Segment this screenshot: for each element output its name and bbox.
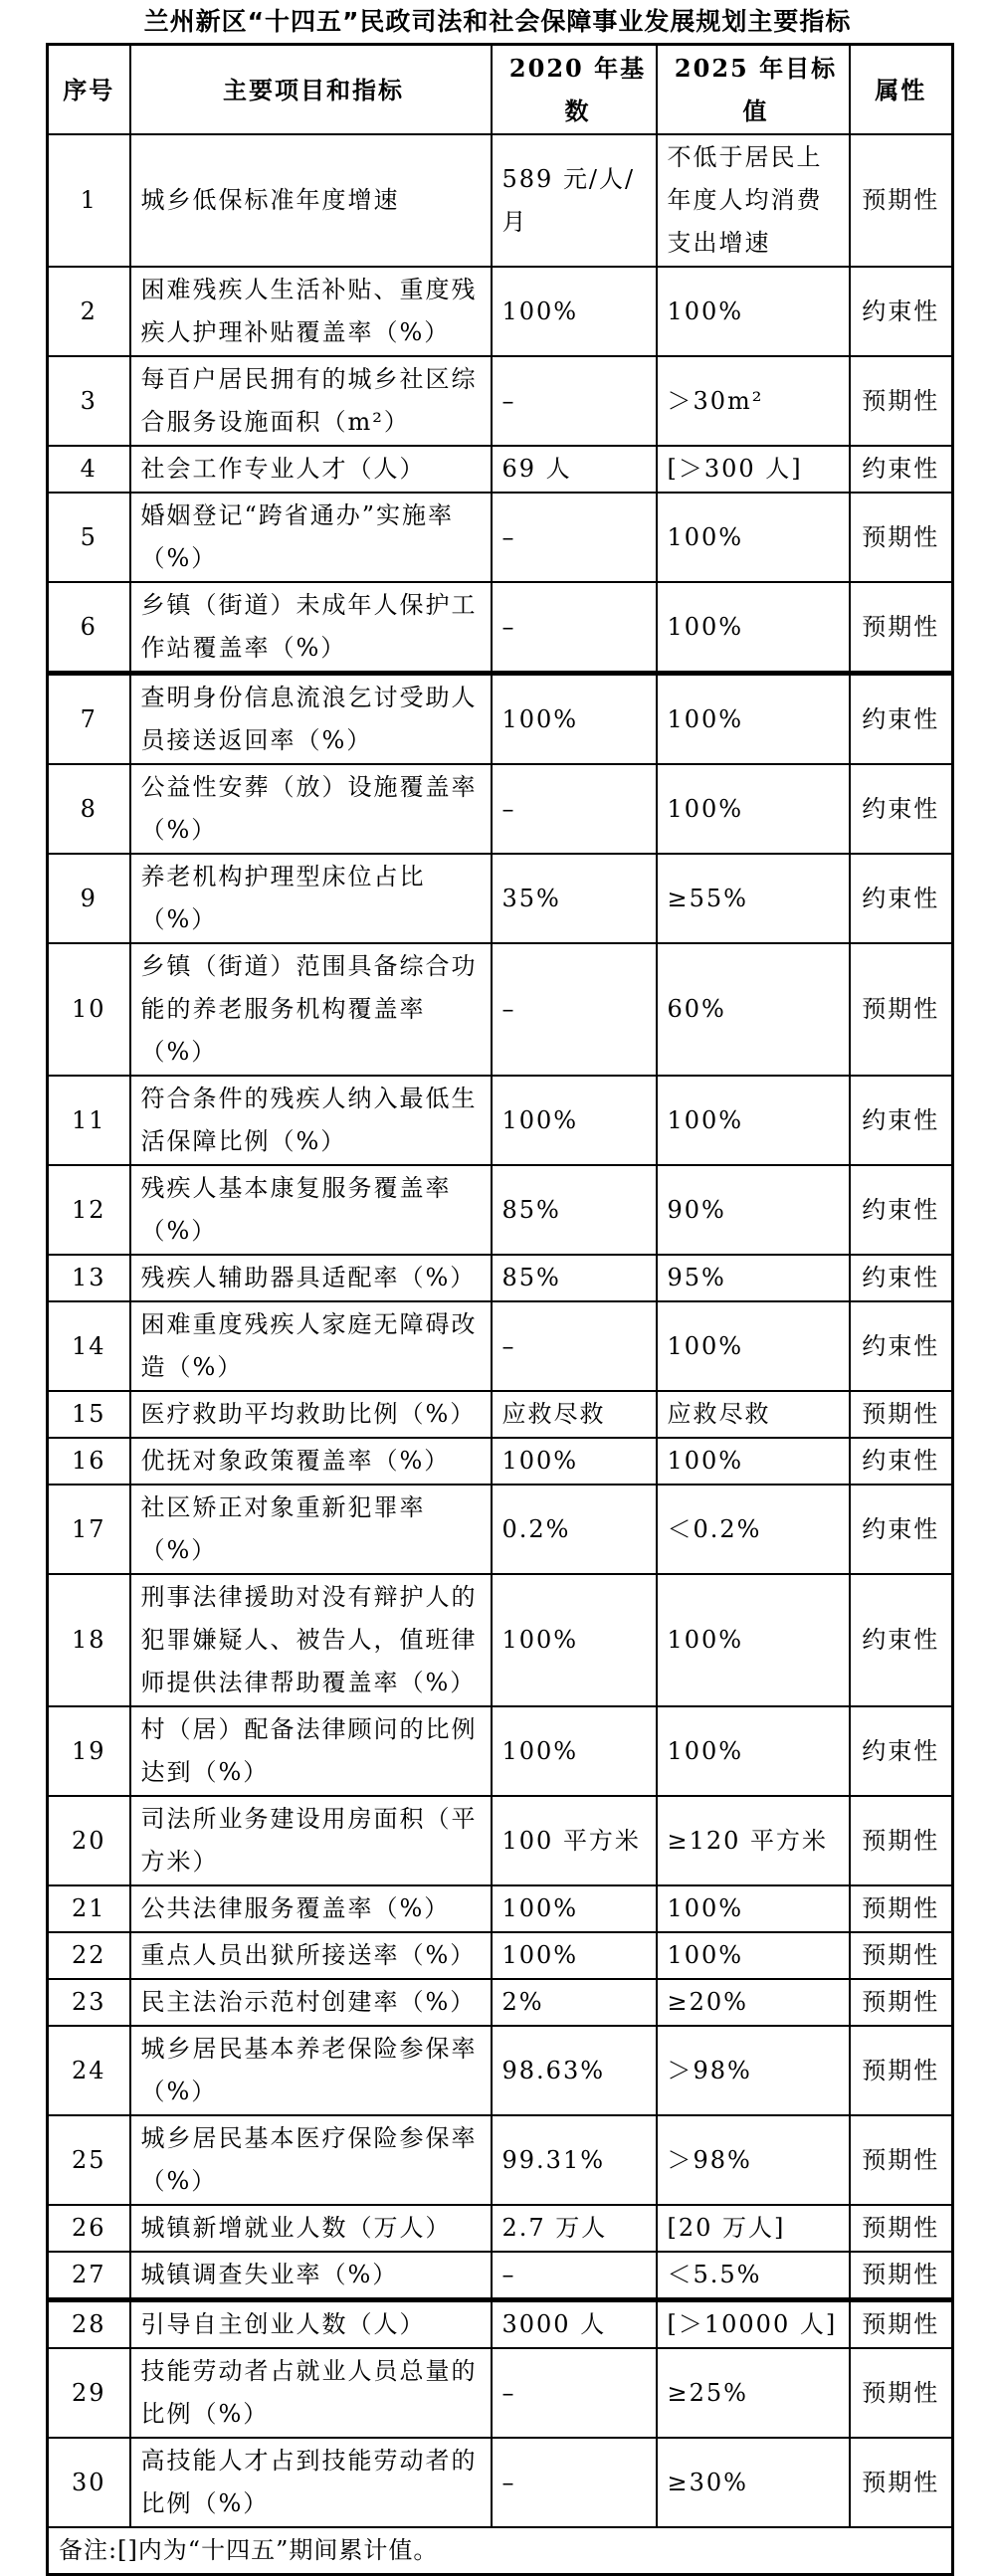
cell-target-2025: 95% (657, 1255, 850, 1301)
cell-attribute: 预期性 (850, 2205, 953, 2252)
cell-base-2020: – (492, 764, 657, 854)
page-title: 兰州新区“十四五”民政司法和社会保障事业发展规划主要指标 (143, 7, 852, 36)
table-row (48, 582, 953, 674)
cell-attribute: 约束性 (850, 674, 953, 765)
cell-base-2020: – (492, 582, 657, 674)
cell-attribute: 预期性 (850, 1885, 953, 1932)
cell-attribute: 约束性 (850, 1706, 953, 1796)
cell-target-2025: ＞30m² (657, 356, 850, 446)
cell-attribute: 预期性 (850, 1796, 953, 1885)
cell-base-2020: – (492, 943, 657, 1076)
cell-target-2025: 90% (657, 1165, 850, 1255)
cell-indicator: 村（居）配备法律顾问的比例达到（%） (130, 1706, 492, 1796)
cell-serial-number: 19 (48, 1706, 130, 1796)
cell-indicator: 乡镇（街道）未成年人保护工作站覆盖率（%） (130, 582, 492, 674)
cell-base-2020: – (492, 493, 657, 582)
cell-target-2025: 不低于居民上年度人均消费支出增速 (657, 134, 850, 267)
cell-target-2025: 100% (657, 1706, 850, 1796)
cell-indicator: 公共法律服务覆盖率（%） (130, 1885, 492, 1932)
table-row (48, 1485, 953, 1574)
table-row (48, 764, 953, 854)
cell-attribute: 约束性 (850, 1301, 953, 1391)
cell-indicator: 社会工作专业人才（人） (130, 446, 492, 493)
cell-attribute: 预期性 (850, 2115, 953, 2205)
cell-target-2025: 100% (657, 1301, 850, 1391)
cell-target-2025: ＞98% (657, 2115, 850, 2205)
cell-attribute: 预期性 (850, 1932, 953, 1979)
cell-indicator: 司法所业务建设用房面积（平方米） (130, 1796, 492, 1885)
cell-serial-number: 29 (48, 2348, 130, 2438)
cell-indicator: 婚姻登记“跨省通办”实施率（%） (130, 493, 492, 582)
cell-serial-number: 22 (48, 1932, 130, 1979)
cell-indicator: 城镇调查失业率（%） (130, 2252, 492, 2300)
cell-base-2020: 98.63% (492, 2026, 657, 2115)
cell-serial-number: 11 (48, 1076, 130, 1165)
table-row (48, 1932, 953, 1979)
cell-base-2020: 100% (492, 1932, 657, 1979)
cell-target-2025: ＜0.2% (657, 1485, 850, 1574)
cell-base-2020: 2.7 万人 (492, 2205, 657, 2252)
cell-indicator: 符合条件的残疾人纳入最低生活保障比例（%） (130, 1076, 492, 1165)
cell-base-2020: – (492, 2348, 657, 2438)
cell-base-2020: 100% (492, 1885, 657, 1932)
cell-target-2025: 100% (657, 1574, 850, 1706)
cell-target-2025: 100% (657, 493, 850, 582)
cell-indicator: 公益性安葬（放）设施覆盖率（%） (130, 764, 492, 854)
cell-serial-number: 13 (48, 1255, 130, 1301)
cell-serial-number: 6 (48, 582, 130, 674)
indicators-table (46, 43, 954, 2576)
cell-target-2025: ＞98% (657, 2026, 850, 2115)
cell-indicator: 困难重度残疾人家庭无障碍改造（%） (130, 1301, 492, 1391)
cell-serial-number: 12 (48, 1165, 130, 1255)
cell-serial-number: 25 (48, 2115, 130, 2205)
cell-target-2025: 100% (657, 267, 850, 356)
table-row (48, 1706, 953, 1796)
table-row (48, 493, 953, 582)
cell-base-2020: 100% (492, 1574, 657, 1706)
cell-indicator: 残疾人基本康复服务覆盖率（%） (130, 1165, 492, 1255)
cell-target-2025: ≥30% (657, 2438, 850, 2527)
cell-serial-number: 28 (48, 2300, 130, 2349)
table-row (48, 1165, 953, 1255)
cell-serial-number: 15 (48, 1391, 130, 1438)
cell-attribute: 约束性 (850, 1165, 953, 1255)
cell-indicator: 每百户居民拥有的城乡社区综合服务设施面积（m²） (130, 356, 492, 446)
cell-serial-number: 20 (48, 1796, 130, 1885)
table-row (48, 356, 953, 446)
cell-indicator: 城镇新增就业人数（万人） (130, 2205, 492, 2252)
cell-serial-number: 9 (48, 854, 130, 943)
cell-serial-number: 21 (48, 1885, 130, 1932)
cell-serial-number: 26 (48, 2205, 130, 2252)
cell-attribute: 约束性 (850, 764, 953, 854)
cell-indicator: 民主法治示范村创建率（%） (130, 1979, 492, 2026)
cell-base-2020: – (492, 2252, 657, 2300)
cell-target-2025: 60% (657, 943, 850, 1076)
table-row (48, 2300, 953, 2349)
cell-indicator: 困难残疾人生活补贴、重度残疾人护理补贴覆盖率（%） (130, 267, 492, 356)
cell-base-2020: 100 平方米 (492, 1796, 657, 1885)
cell-base-2020: 85% (492, 1165, 657, 1255)
cell-attribute: 预期性 (850, 356, 953, 446)
table-row (48, 2438, 953, 2527)
table-row (48, 267, 953, 356)
cell-target-2025: 100% (657, 1885, 850, 1932)
table-row (48, 1979, 953, 2026)
cell-base-2020: 2% (492, 1979, 657, 2026)
cell-serial-number: 1 (48, 134, 130, 267)
note-row (48, 2527, 953, 2575)
table-row (48, 854, 953, 943)
col-header-indicator: 主要项目和指标 (130, 45, 492, 135)
cell-serial-number: 17 (48, 1485, 130, 1574)
cell-attribute: 约束性 (850, 1485, 953, 1574)
cell-serial-number: 3 (48, 356, 130, 446)
cell-attribute: 预期性 (850, 2438, 953, 2527)
cell-attribute: 约束性 (850, 1438, 953, 1485)
cell-target-2025: [＞300 人] (657, 446, 850, 493)
cell-base-2020: 100% (492, 1076, 657, 1165)
cell-attribute: 约束性 (850, 446, 953, 493)
cell-attribute: 约束性 (850, 1076, 953, 1165)
cell-attribute: 约束性 (850, 1574, 953, 1706)
cell-base-2020: 100% (492, 1438, 657, 1485)
cell-base-2020: 3000 人 (492, 2300, 657, 2349)
cell-target-2025: ＜5.5% (657, 2252, 850, 2300)
cell-target-2025: [＞10000 人] (657, 2300, 850, 2349)
cell-base-2020: 99.31% (492, 2115, 657, 2205)
cell-indicator: 高技能人才占到技能劳动者的比例（%） (130, 2438, 492, 2527)
cell-indicator: 社区矫正对象重新犯罪率（%） (130, 1485, 492, 1574)
cell-target-2025: ≥20% (657, 1979, 850, 2026)
table-row (48, 1438, 953, 1485)
cell-indicator: 乡镇（街道）范围具备综合功能的养老服务机构覆盖率（%） (130, 943, 492, 1076)
cell-target-2025: 100% (657, 1438, 850, 1485)
cell-attribute: 约束性 (850, 854, 953, 943)
cell-indicator: 引导自主创业人数（人） (130, 2300, 492, 2349)
table-row (48, 2026, 953, 2115)
table-row (48, 2252, 953, 2300)
cell-attribute: 预期性 (850, 493, 953, 582)
cell-indicator: 养老机构护理型床位占比（%） (130, 854, 492, 943)
cell-serial-number: 27 (48, 2252, 130, 2300)
cell-attribute: 约束性 (850, 267, 953, 356)
table-row (48, 943, 953, 1076)
table-row (48, 2205, 953, 2252)
cell-target-2025: 100% (657, 1076, 850, 1165)
cell-indicator: 城乡低保标准年度增速 (130, 134, 492, 267)
cell-attribute: 预期性 (850, 1979, 953, 2026)
col-header-no: 序号 (48, 45, 130, 135)
table-body (48, 134, 953, 2527)
cell-indicator: 城乡居民基本养老保险参保率（%） (130, 2026, 492, 2115)
cell-target-2025: 100% (657, 764, 850, 854)
cell-indicator: 技能劳动者占就业人员总量的比例（%） (130, 2348, 492, 2438)
cell-attribute: 预期性 (850, 2300, 953, 2349)
cell-base-2020: 589 元/人/月 (492, 134, 657, 267)
cell-indicator: 重点人员出狱所接送率（%） (130, 1932, 492, 1979)
table-row (48, 1574, 953, 1706)
table-row (48, 134, 953, 267)
cell-target-2025: ≥120 平方米 (657, 1796, 850, 1885)
cell-attribute: 预期性 (850, 2026, 953, 2115)
table-row (48, 1255, 953, 1301)
cell-attribute: 预期性 (850, 2348, 953, 2438)
cell-attribute: 约束性 (850, 1255, 953, 1301)
cell-serial-number: 2 (48, 267, 130, 356)
cell-attribute: 预期性 (850, 134, 953, 267)
cell-serial-number: 23 (48, 1979, 130, 2026)
header-row (48, 45, 953, 135)
table-row (48, 2348, 953, 2438)
cell-target-2025: 应救尽救 (657, 1391, 850, 1438)
table-row (48, 1301, 953, 1391)
cell-target-2025: [20 万人] (657, 2205, 850, 2252)
cell-base-2020: 应救尽救 (492, 1391, 657, 1438)
table-row (48, 1885, 953, 1932)
cell-base-2020: 100% (492, 1706, 657, 1796)
cell-target-2025: 100% (657, 582, 850, 674)
cell-attribute: 预期性 (850, 2252, 953, 2300)
cell-attribute: 预期性 (850, 582, 953, 674)
cell-indicator: 残疾人辅助器具适配率（%） (130, 1255, 492, 1301)
cell-base-2020: 100% (492, 674, 657, 765)
cell-base-2020: 85% (492, 1255, 657, 1301)
cell-target-2025: 100% (657, 674, 850, 765)
cell-base-2020: 69 人 (492, 446, 657, 493)
table-row (48, 674, 953, 765)
table-row (48, 2115, 953, 2205)
col-header-attribute: 属性 (850, 45, 953, 135)
cell-serial-number: 30 (48, 2438, 130, 2527)
col-header-base-2020: 2020 年基数 (492, 45, 657, 135)
cell-serial-number: 14 (48, 1301, 130, 1391)
cell-serial-number: 10 (48, 943, 130, 1076)
cell-base-2020: 35% (492, 854, 657, 943)
table-note: 备注:[]内为“十四五”期间累计值。 (48, 2527, 953, 2575)
cell-serial-number: 16 (48, 1438, 130, 1485)
cell-target-2025: 100% (657, 1932, 850, 1979)
cell-base-2020: – (492, 356, 657, 446)
cell-serial-number: 7 (48, 674, 130, 765)
cell-base-2020: 100% (492, 267, 657, 356)
cell-base-2020: – (492, 1301, 657, 1391)
table-row (48, 1076, 953, 1165)
cell-indicator: 城乡居民基本医疗保险参保率（%） (130, 2115, 492, 2205)
cell-indicator: 优抚对象政策覆盖率（%） (130, 1438, 492, 1485)
cell-serial-number: 8 (48, 764, 130, 854)
table-row (48, 446, 953, 493)
cell-indicator: 查明身份信息流浪乞讨受助人员接送返回率（%） (130, 674, 492, 765)
cell-serial-number: 5 (48, 493, 130, 582)
cell-serial-number: 24 (48, 2026, 130, 2115)
table-row (48, 1391, 953, 1438)
cell-indicator: 刑事法律援助对没有辩护人的犯罪嫌疑人、被告人，值班律师提供法律帮助覆盖率（%） (130, 1574, 492, 1706)
col-header-target-2025: 2025 年目标值 (657, 45, 850, 135)
cell-base-2020: 0.2% (492, 1485, 657, 1574)
cell-serial-number: 4 (48, 446, 130, 493)
cell-attribute: 预期性 (850, 1391, 953, 1438)
cell-target-2025: ≥25% (657, 2348, 850, 2438)
cell-indicator: 医疗救助平均救助比例（%） (130, 1391, 492, 1438)
cell-target-2025: ≥55% (657, 854, 850, 943)
cell-base-2020: – (492, 2438, 657, 2527)
cell-serial-number: 18 (48, 1574, 130, 1706)
cell-attribute: 预期性 (850, 943, 953, 1076)
table-row (48, 1796, 953, 1885)
